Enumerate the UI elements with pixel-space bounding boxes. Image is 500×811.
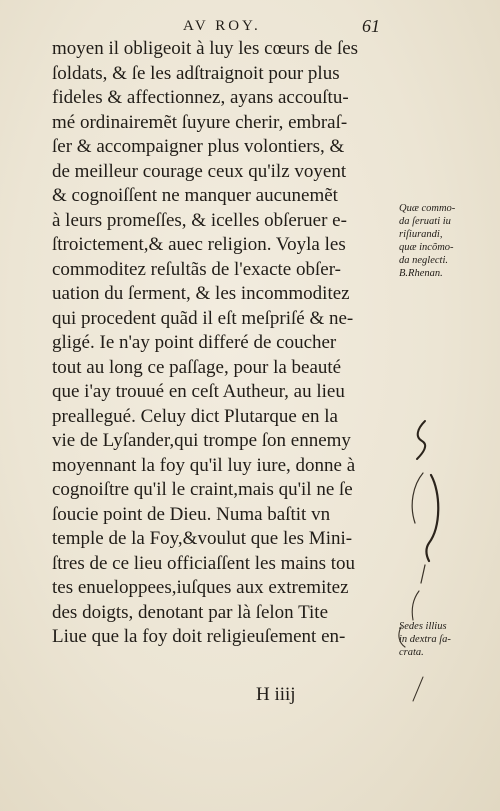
margin-note-line: riſiurandi, <box>399 229 443 240</box>
text-line: tout au long ce paſſage, pour la beauté <box>52 356 342 378</box>
text-line: des doigts, denotant par là ſelon Tite <box>52 601 329 623</box>
text-line: preallegué. Celuy dict Plutarque en la <box>52 405 338 427</box>
text-line: vie de Lyſander,qui trompe ſon ennemy <box>52 430 351 451</box>
text-line: tes enueloppees,iuſques aux extremitez <box>52 577 349 598</box>
text-line: de meilleur courage ceux qu'ilz voyent <box>52 160 347 182</box>
text-line: uation du ſerment, & les incommoditez <box>52 283 350 304</box>
margin-note-line: Sedes illius <box>399 621 447 632</box>
margin-note-rhenanus <box>399 202 455 280</box>
text-line: qui procedent quãd il eſt meſpriſé & ne- <box>52 307 354 329</box>
margin-note-line: Quæ commo- <box>399 203 456 214</box>
margin-note-line: da ſeruati iu <box>399 216 451 227</box>
text-line: fideles & affectionnez, ayans accouſtu- <box>52 87 349 108</box>
signature-mark: H iiij <box>256 684 296 705</box>
text-line: moyen il obligeoit à luy les cœurs de ſes <box>52 38 359 59</box>
margin-note-line: crata. <box>399 647 424 658</box>
main-text-block <box>52 37 402 650</box>
text-line: ſoucie point de Dieu. Numa baſtit vn <box>52 503 331 525</box>
text-line: ſoldats, & ſe les adſtraignoit pour plus <box>52 62 340 84</box>
margin-note-line: B.Rhenan. <box>399 268 443 279</box>
margin-note-line: da neglecti. <box>399 255 448 266</box>
text-line: mé ordinairemẽt ſuyure cherir, embraſ- <box>52 111 348 133</box>
margin-note-sedes <box>399 620 451 659</box>
page-number: 61 <box>362 16 380 36</box>
text-line: ſtres de ce lieu officiaſſent les mains tou <box>52 552 356 574</box>
text-line: que i'ay trouué en ceſt Autheur, au lieu <box>52 381 345 402</box>
text-line: ſer & accompaigner plus volontiers, & <box>52 136 345 157</box>
handwritten-bracket-marks <box>395 415 445 705</box>
running-head: AV ROY. <box>183 18 261 34</box>
text-line: gligé. Ie n'ay point differé de coucher <box>52 332 337 353</box>
text-line: cognoiſtre qu'il le craint,mais qu'il ne ſe <box>52 479 353 500</box>
text-line: moyennant la foy qu'il luy iure, donne à <box>52 454 356 476</box>
text-line: à leurs promeſſes, & icelles obſeruer e- <box>52 209 347 231</box>
text-line: & cognoiſſent ne manquer aucunemẽt <box>52 185 338 206</box>
text-line: Liue que la foy doit religieuſement en- <box>52 626 346 647</box>
text-line: commoditez reſultãs de l'exacte obſer- <box>52 258 341 280</box>
margin-note-line: quæ incõmo- <box>399 242 454 253</box>
text-line: temple de la Foy,&voulut que les Mini- <box>52 528 353 549</box>
text-line: ſtroictement,& auec religion. Voyla les <box>52 234 346 255</box>
margin-note-line: in dextra ſa- <box>399 634 451 645</box>
